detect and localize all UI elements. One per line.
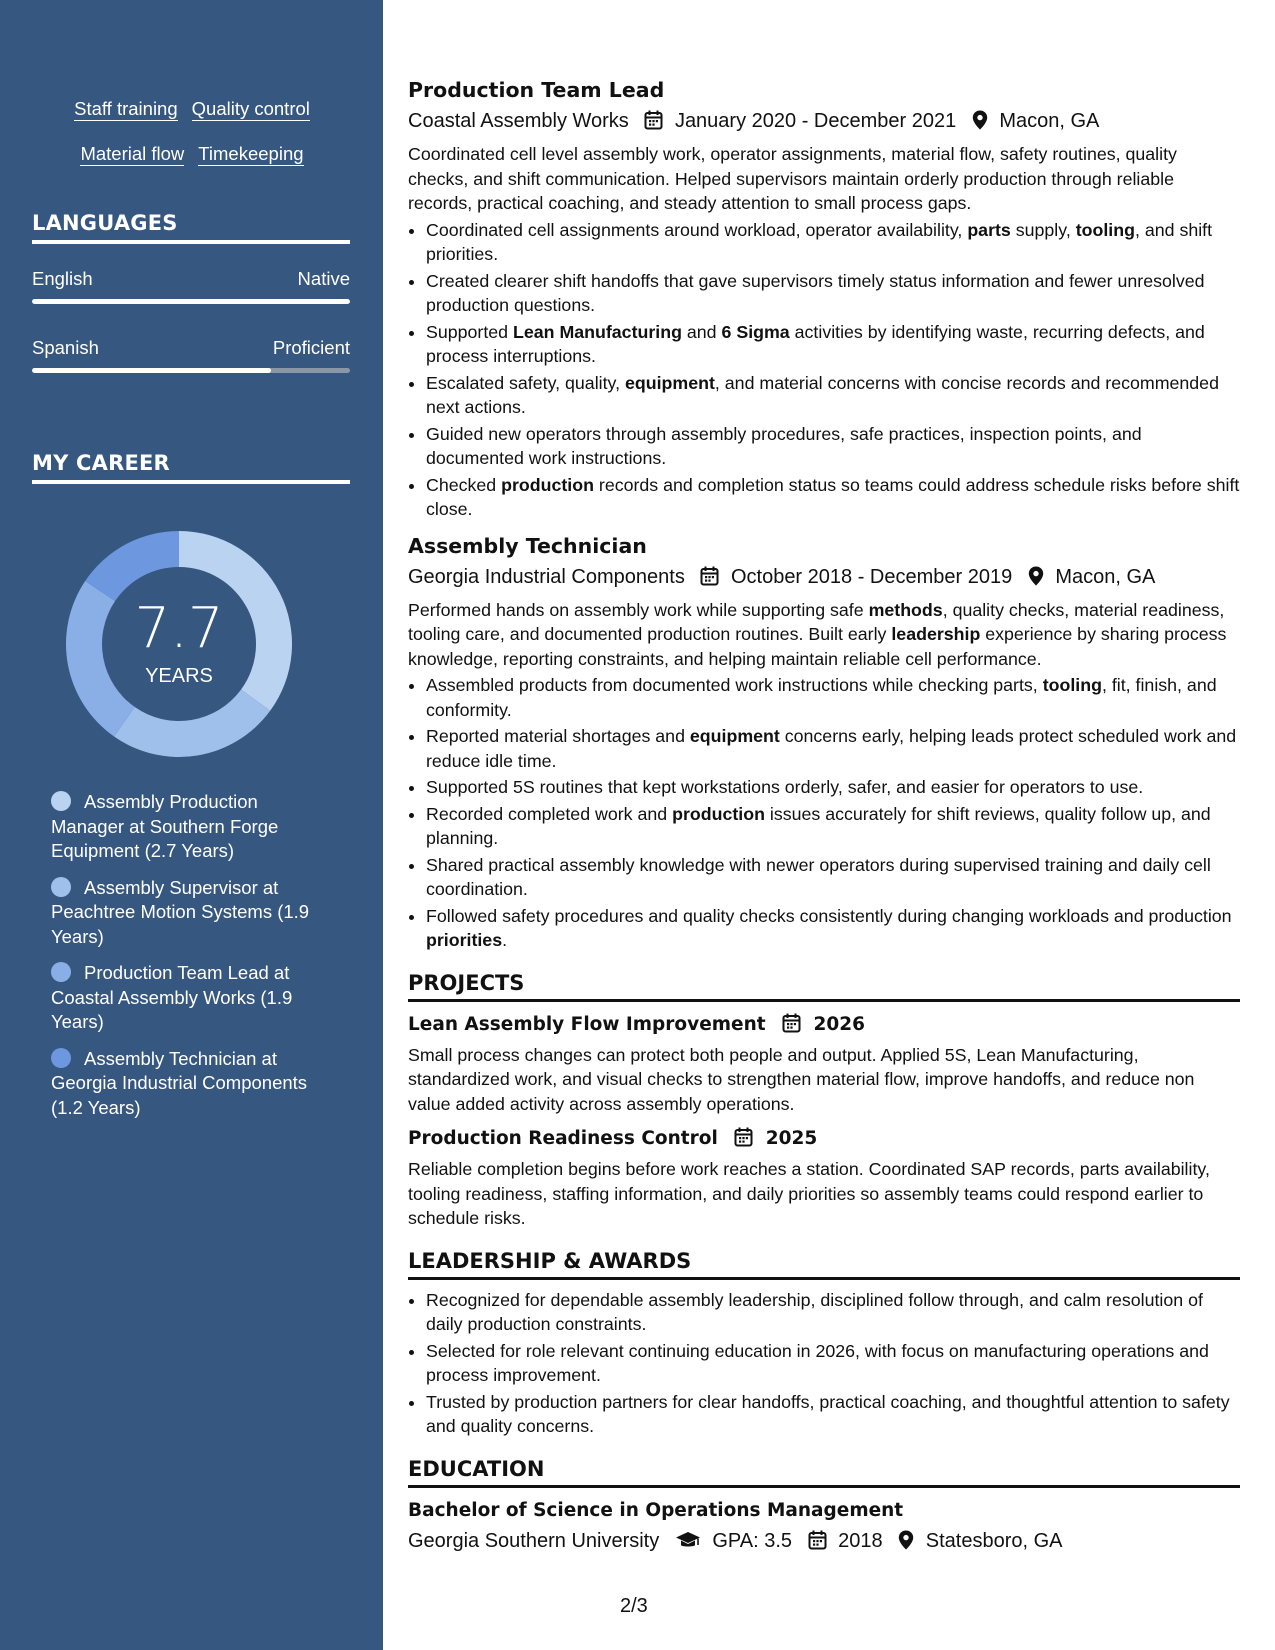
job-bullet: • Followed safety procedures and quality checks consistently during changing workloads and production priorities. xyxy=(426,904,1240,953)
project-entry xyxy=(408,1012,1240,1117)
keyword-bold: parts xyxy=(967,219,1011,240)
job-entry xyxy=(408,76,1240,522)
calendar-icon xyxy=(808,1530,827,1550)
language-bar xyxy=(32,368,350,373)
career-item-text: Production Team Lead at Coastal Assembly Works (1.9 Years) xyxy=(51,962,293,1032)
career-donut-chart xyxy=(66,531,292,757)
languages-heading: LANGUAGES xyxy=(32,211,350,244)
job-title: Assembly Technician xyxy=(408,533,647,558)
job-company: Georgia Industrial Components xyxy=(408,565,685,588)
career-item-text: Assembly Supervisor at Peachtree Motion Systems (1.9 Years) xyxy=(51,876,310,947)
skills-list xyxy=(32,86,352,176)
job-bullet: • Reported material shortages and equipment concerns early, helping leads protect scheduled work and reduce idle time. xyxy=(426,724,1240,773)
keyword-bold: production xyxy=(672,803,765,824)
language-name: Spanish xyxy=(32,337,99,358)
keyword-bold: 6 Sigma xyxy=(721,321,790,342)
job-bullet: • Guided new operators through assembly procedures, safe practices, inspection points, and documented work instructions. xyxy=(426,422,1240,471)
language-row xyxy=(32,268,350,290)
page-number: 2/3 xyxy=(620,1595,648,1617)
calendar-icon xyxy=(734,1127,753,1155)
language-bar xyxy=(32,299,350,304)
leadership-list xyxy=(408,1288,1240,1439)
education-degree: Bachelor of Science in Operations Management xyxy=(408,1499,904,1521)
career-item xyxy=(51,961,331,1035)
language-bar-fill xyxy=(32,299,350,304)
project-description: Reliable completion begins before work reaches a station. Coordinated SAP records, parts availability, tooling readiness, staffing information, and daily priorities so assembly teams could respond earlier to schedule risks. xyxy=(408,1159,1210,1228)
project-year: 2026 xyxy=(813,1013,865,1035)
keyword-bold: priorities xyxy=(426,930,503,950)
job-meta xyxy=(408,106,1240,136)
project-title: Production Readiness Control xyxy=(408,1128,718,1149)
job-meta xyxy=(408,562,1240,592)
job-bullet: • Coordinated cell assignments around workload, operator availability, parts supply, tooling, and shift priorities. xyxy=(426,218,1240,267)
job-dates: January 2020 - December 2021 xyxy=(674,110,957,132)
job-bullet: • Supported 5S routines that kept workstations orderly, safer, and easier for operators to use. xyxy=(426,775,1240,800)
job-bullet: • Created clearer shift handoffs that gave supervisors timely status information and fewer unresolved production questions. xyxy=(426,269,1240,318)
career-total-years: 7.7 xyxy=(134,596,224,661)
education-school: Georgia Southern University xyxy=(408,1529,660,1552)
location-pin-icon xyxy=(972,110,988,130)
skill-tag: Staff training xyxy=(74,98,178,119)
career-item xyxy=(51,876,331,950)
leadership-heading: LEADERSHIP & AWARDS xyxy=(408,1249,1240,1280)
keyword-bold: production xyxy=(501,474,594,495)
job-description: Coordinated cell level assembly work, operator assignments, material flow, safety routines, quality checks, and shift communication. Helped supervisors maintain orderly production through reliable records, practical coaching, and steady attention to small process gaps. xyxy=(408,144,1177,213)
skill-tag: Quality control xyxy=(191,98,310,119)
job-bullet: • Supported Lean Manufacturing and 6 Sigma activities by identifying waste, recurring defects, and process interruptions. xyxy=(426,320,1240,369)
graduation-cap-icon xyxy=(675,1530,701,1550)
career-donut-slice-2 xyxy=(114,690,270,757)
career-item xyxy=(51,790,331,864)
language-row xyxy=(32,337,350,359)
job-bullet: • Shared practical assembly knowledge with newer operators during supervised training and daily cell coordination. xyxy=(426,853,1240,902)
education-gpa: GPA: 3.5 xyxy=(712,1529,793,1552)
education-meta xyxy=(408,1526,1240,1556)
calendar-icon xyxy=(782,1013,801,1041)
keyword-bold: leadership xyxy=(891,624,981,644)
calendar-icon xyxy=(644,110,663,130)
leadership-item: • Trusted by production partners for clear handoffs, practical coaching, and thoughtful attention to safety and quality concerns. xyxy=(426,1390,1240,1439)
project-title-row xyxy=(408,1126,1240,1155)
project-title: Lean Assembly Flow Improvement xyxy=(408,1013,766,1035)
location-pin-icon xyxy=(898,1530,914,1550)
keyword-bold: tooling xyxy=(1042,675,1102,695)
job-bullets xyxy=(408,218,1240,522)
job-bullet: • Assembled products from documented work instructions while checking parts, tooling, fit, finish, and conformity. xyxy=(426,673,1240,722)
keyword-bold: Lean Manufacturing xyxy=(513,321,682,342)
job-dates: October 2018 - December 2019 xyxy=(730,565,1013,588)
education-heading: EDUCATION xyxy=(408,1457,1240,1488)
location-pin-icon xyxy=(1028,566,1044,586)
calendar-icon xyxy=(700,566,719,586)
job-title: Production Team Lead xyxy=(408,78,665,102)
leadership-item: • Selected for role relevant continuing education in 2026, with focus on manufacturing operations and process improvement. xyxy=(426,1339,1240,1388)
job-bullets xyxy=(408,673,1240,953)
job-entry xyxy=(408,532,1240,953)
keyword-bold: tooling xyxy=(1075,219,1135,240)
career-donut-slice-3 xyxy=(66,581,135,737)
job-description: Performed hands on assembly work while supporting safe methods, quality checks, material readiness, tooling care, and documented production routines. Built early leadership experience by sharing process knowledge, reporting constraints, and helping maintain reliable cell performance. xyxy=(408,599,1227,669)
main-content xyxy=(408,76,1240,1556)
job-bullet: • Escalated safety, quality, equipment, and material concerns with concise records and recommended next actions. xyxy=(426,371,1240,420)
job-bullet: • Checked production records and completion status so teams could address schedule risks before shift close. xyxy=(426,473,1240,522)
skill-tag: Material flow xyxy=(80,143,185,164)
career-legend-dot xyxy=(51,877,71,897)
projects-heading: PROJECTS xyxy=(408,971,1240,1002)
sidebar xyxy=(0,0,383,1650)
career-legend-dot xyxy=(51,1048,71,1068)
career-item-text: Assembly Technician at Georgia Industrial Components (1.2 Years) xyxy=(51,1047,308,1118)
skill-tag: Timekeeping xyxy=(198,143,304,164)
job-location: Macon, GA xyxy=(999,110,1100,132)
language-level: Proficient xyxy=(272,337,350,358)
project-year: 2025 xyxy=(765,1128,818,1149)
language-level: Native xyxy=(297,268,350,289)
career-donut-slice-1 xyxy=(179,531,292,711)
language-name: English xyxy=(32,268,93,289)
career-legend-dot xyxy=(51,791,71,811)
job-location: Macon, GA xyxy=(1055,565,1156,588)
keyword-bold: methods xyxy=(868,599,943,620)
keyword-bold: equipment xyxy=(689,726,780,746)
leadership-item: • Recognized for dependable assembly leadership, disciplined follow through, and calm resolution of daily production constraints. xyxy=(426,1288,1240,1337)
language-bar-fill xyxy=(32,368,271,373)
project-entry xyxy=(408,1126,1240,1231)
keyword-bold: equipment xyxy=(625,372,715,393)
career-legend-dot xyxy=(51,962,71,982)
education-location: Statesboro, GA xyxy=(925,1529,1063,1552)
project-description: Small process changes can protect both people and output. Applied 5S, Lean Manufacturing, standardized work, and visual checks to strengthen material flow, improve handoffs, and reduce non value added activity across assembly operations. xyxy=(408,1044,1195,1114)
education-year: 2018 xyxy=(838,1529,883,1552)
career-list xyxy=(51,790,331,1132)
career-years-label: YEARS xyxy=(145,665,213,687)
project-title-row xyxy=(408,1012,1240,1041)
job-bullet: • Recorded completed work and production issues accurately for shift reviews, quality follow up, and planning. xyxy=(426,802,1240,851)
job-company: Coastal Assembly Works xyxy=(408,110,629,132)
career-item-text: Assembly Production Manager at Southern Forge Equipment (2.7 Years) xyxy=(51,791,279,861)
career-item xyxy=(51,1047,331,1121)
career-heading: MY CAREER xyxy=(32,451,350,484)
